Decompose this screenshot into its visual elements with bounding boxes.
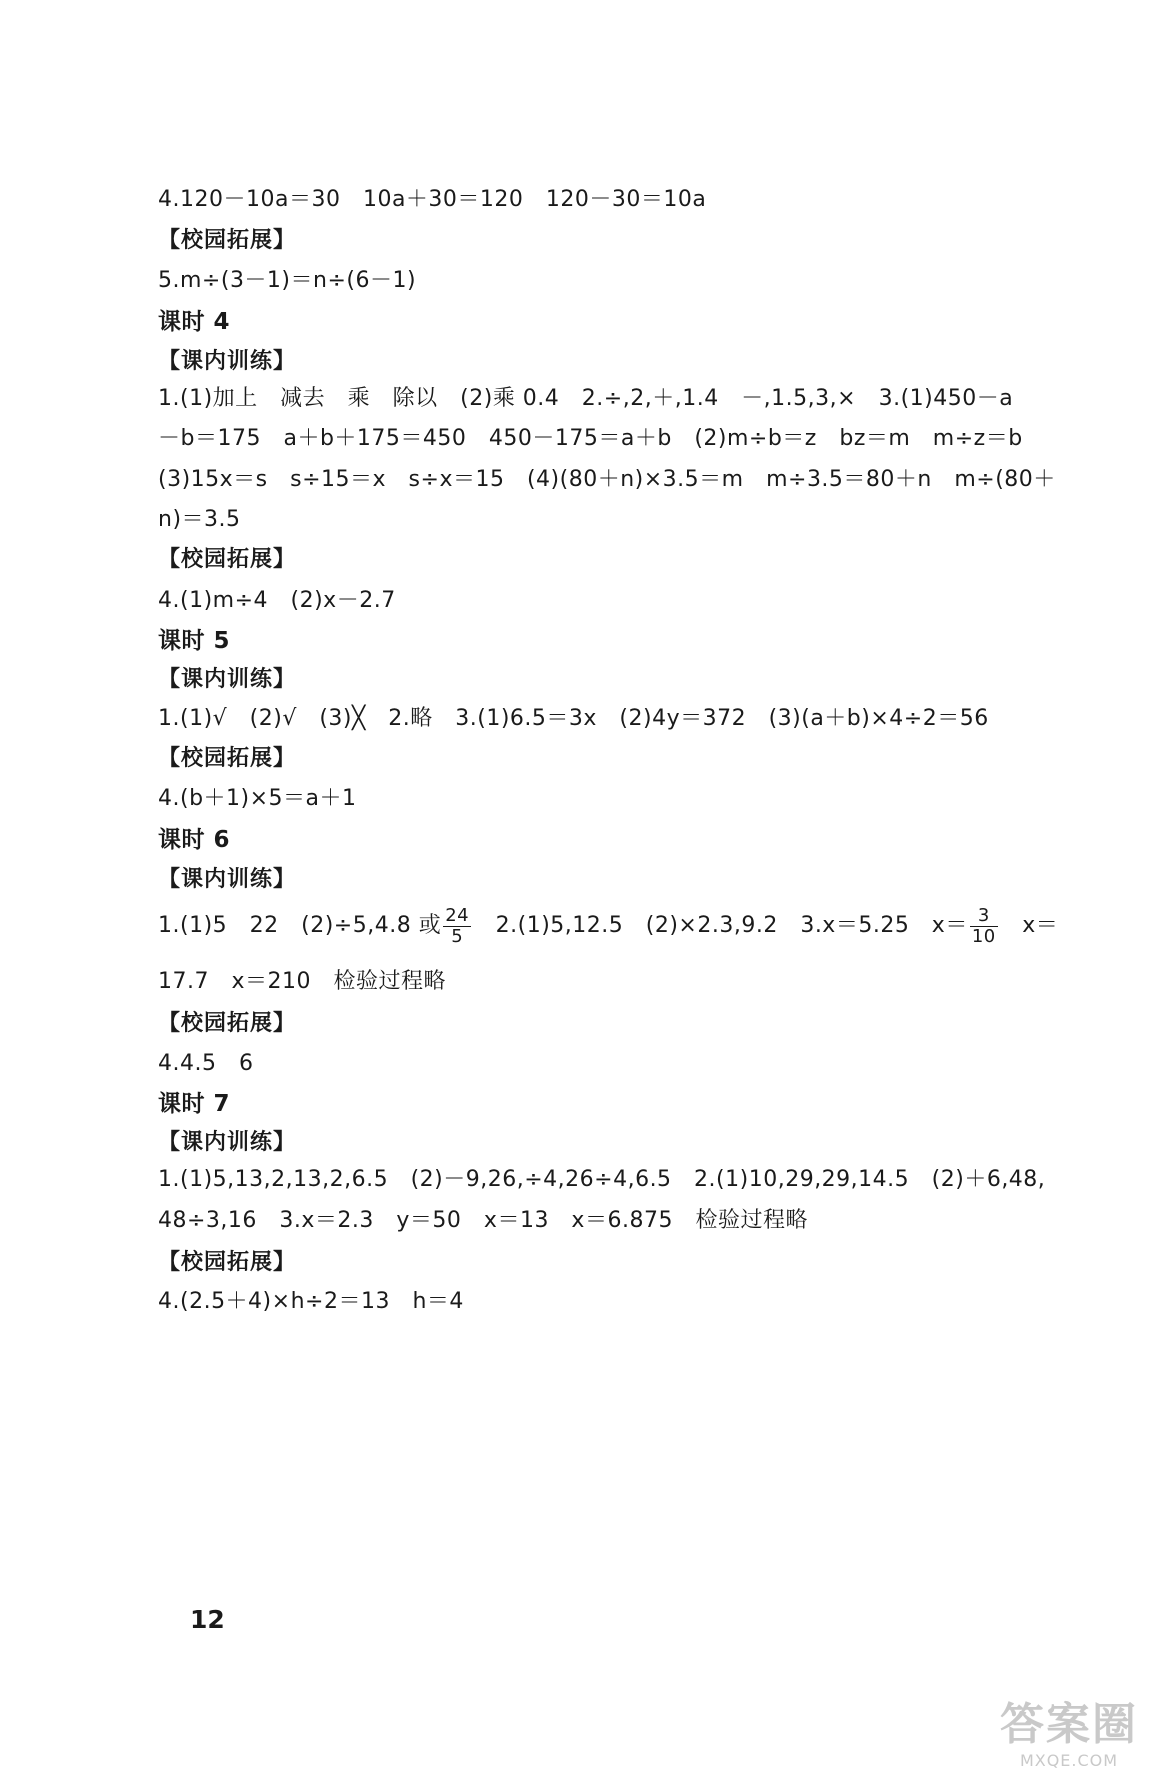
watermark-logo-text: 答案圈	[1000, 1699, 1138, 1750]
answer-line: 4.(1)m÷4 (2)x－2.7	[158, 588, 396, 613]
answer-text: x＝	[999, 913, 1059, 938]
page-number: 12	[190, 1605, 225, 1634]
answer-line: 4.4.5 6	[158, 1051, 254, 1076]
watermark-logo	[994, 1700, 1144, 1778]
fraction-denominator: 5	[451, 925, 464, 947]
section-heading-campus-extension: 【校园拓展】	[158, 1250, 297, 1275]
answer-line: 48÷3,16 3.x＝2.3 y＝50 x＝13 x＝6.875 检验过程略	[158, 1208, 808, 1233]
section-heading-class-training: 【课内训练】	[158, 349, 297, 374]
answer-line: －b＝175 a＋b＋175＝450 450－175＝a＋b (2)m÷b＝z bz＝m m÷z＝b	[158, 426, 1023, 451]
lesson-heading-6: 课时 6	[158, 827, 231, 853]
lesson-heading-7: 课时 7	[158, 1091, 231, 1117]
answer-line: 4.(2.5＋4)×h÷2＝13 h＝4	[158, 1289, 464, 1314]
section-heading-class-training: 【课内训练】	[158, 1130, 297, 1155]
section-heading-class-training: 【课内训练】	[158, 667, 297, 692]
section-heading-campus-extension: 【校园拓展】	[158, 547, 297, 572]
section-heading-campus-extension: 【校园拓展】	[158, 228, 297, 253]
fraction	[443, 906, 471, 947]
lesson-heading-4: 课时 4	[158, 309, 231, 335]
section-heading-class-training: 【课内训练】	[158, 867, 297, 892]
answer-line: 1.(1)√ (2)√ (3)╳ 2.略 3.(1)6.5＝3x (2)4y＝372 (3)(a＋b)×4÷2＝56	[158, 706, 989, 731]
fraction-numerator: 24	[445, 904, 470, 926]
answer-line: 17.7 x＝210 检验过程略	[158, 969, 446, 994]
section-heading-campus-extension: 【校园拓展】	[158, 746, 297, 771]
section-heading-campus-extension: 【校园拓展】	[158, 1011, 297, 1036]
lesson-heading-5: 课时 5	[158, 628, 231, 654]
answer-text: 2.(1)5,12.5 (2)×2.3,9.2 3.x＝5.25 x＝	[473, 913, 968, 938]
answer-line: 1.(1)5,13,2,13,2,6.5 (2)－9,26,÷4,26÷4,6.5 2.(1)10,29,29,14.5 (2)＋6,48,	[158, 1167, 1046, 1192]
answer-line: 4.(b＋1)×5＝a＋1	[158, 786, 357, 811]
fraction-numerator: 3	[970, 906, 998, 927]
answer-line: 1.(1)加上 减去 乘 除以 (2)乘 0.4 2.÷,2,＋,1.4 －,1.5,3,× 3.(1)450－a	[158, 386, 1014, 411]
fraction	[970, 906, 998, 947]
answer-line: n)＝3.5	[158, 507, 241, 532]
watermark-site-text: MXQE.COM	[1019, 1751, 1119, 1770]
answer-line-with-fractions	[158, 904, 1058, 948]
answer-line: (3)15x＝s s÷15＝x s÷x＝15 (4)(80＋n)×3.5＝m m÷3.5＝80＋n m÷(80＋	[158, 467, 1056, 492]
answer-line-5: 5.m÷(3－1)＝n÷(6－1)	[158, 268, 417, 293]
answer-text: 1.(1)5 22 (2)÷5,4.8 或	[158, 913, 442, 938]
fraction-denominator: 10	[971, 925, 996, 947]
answer-line-4: 4.120－10a＝30 10a＋30＝120 120－30＝10a	[158, 187, 707, 212]
